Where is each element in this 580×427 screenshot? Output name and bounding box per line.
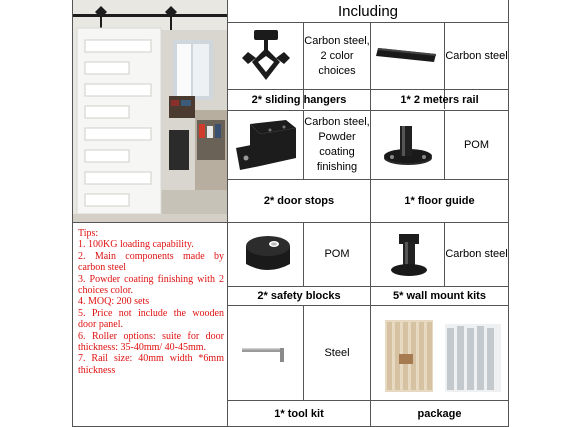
door-stop-name: 2* door stops	[263, 195, 335, 207]
table-title: Including	[337, 2, 399, 20]
rail-name: 1* 2 meters rail	[400, 94, 479, 106]
tip-item: 5. Price not include the wooden door panel.	[78, 307, 224, 331]
tip-item: 7. Rail size: 40mm width *6mm thickness	[78, 353, 224, 376]
package-photo	[381, 314, 507, 394]
tips-list	[78, 228, 224, 376]
floor-guide-name: 1* floor guide	[404, 195, 475, 207]
tip-item: 6. Roller options: suite for door thickness: 35-40mm/ 40-45mm.	[78, 330, 224, 354]
sliding-hanger-desc: Carbon steel, 2 color choices	[304, 34, 370, 77]
tip-item: 3. Powder coating finishing with 2 choices color.	[78, 273, 224, 297]
door-stop-desc: Carbon steel, Powder coating finishing	[304, 116, 370, 173]
tip-item: 2. Main components made by carbon steel	[78, 250, 224, 274]
tool-kit-desc: Steel	[324, 346, 350, 359]
sliding-hanger-name: 2* sliding hangers	[251, 94, 347, 106]
tool-kit-photo	[238, 334, 292, 372]
tips-heading: Tips:	[78, 228, 99, 239]
wall-mount-kit-photo	[385, 230, 433, 280]
tip-item: 1. 100KG loading capability.	[78, 239, 194, 251]
safety-block-desc: POM	[324, 248, 350, 260]
table-divider	[370, 22, 371, 426]
rail-photo	[374, 42, 440, 68]
rail-desc: Carbon steel	[445, 49, 508, 62]
door-photo	[73, 0, 227, 222]
sliding-hanger-photo	[240, 28, 292, 86]
safety-block-name: 2* safety blocks	[257, 290, 341, 302]
table-border	[508, 0, 509, 427]
floor-guide-desc: POM	[463, 138, 490, 151]
safety-block-photo	[240, 232, 296, 278]
door-stop-photo	[232, 116, 300, 174]
table-border	[72, 222, 509, 223]
wall-mount-kit-desc: Carbon steel	[445, 248, 508, 260]
tool-kit-name: 1* tool kit	[274, 407, 324, 420]
floor-guide-photo	[380, 122, 436, 168]
wall-mount-kit-name: 5* wall mount kits	[393, 290, 486, 302]
package-name: package	[417, 407, 462, 420]
tip-item: 4. MOQ: 200 sets	[78, 296, 150, 308]
